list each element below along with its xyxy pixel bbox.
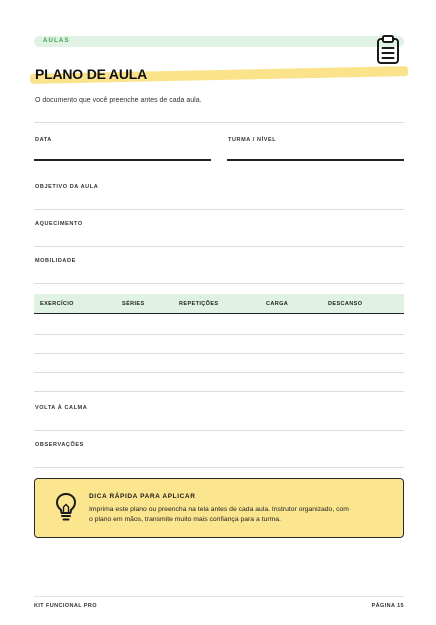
table-row[interactable] [34,353,404,354]
mobility-field[interactable] [34,283,404,284]
warmup-field[interactable] [34,246,404,247]
date-field[interactable] [34,159,211,161]
tip-text-line: o plano em mãos, transmite muito mais confiança para a turma. [89,515,281,523]
column-header-exercise: EXERCÍCIO [40,301,74,307]
class-level-label: TURMA / NÍVEL [228,137,277,143]
objective-label: OBJETIVO DA AULA [35,184,99,190]
notes-field[interactable] [34,467,404,468]
date-label: DATA [35,137,52,143]
tip-text-line: Imprima este plano ou preencha na tela antes de cada aula. Instrutor organizado, com [89,506,349,513]
table-row[interactable] [34,391,404,392]
page-title: PLANO DE AULA [35,66,147,82]
notes-label: OBSERVAÇÕES [35,442,84,448]
mobility-label: MOBILIDADE [35,258,76,264]
cooldown-field[interactable] [34,430,404,431]
tip-title: DICA RÁPIDA PARA APLICAR [89,493,196,500]
section-tag-bar [34,36,404,47]
column-header-load: CARGA [266,301,289,307]
cooldown-label: VOLTA À CALMA [35,405,88,411]
column-header-reps: REPETIÇÕES [179,301,219,307]
quick-tip-box [34,478,404,538]
page-number: PÁGINA 15 [371,603,404,609]
footer-divider [34,596,404,597]
exercise-table-header [34,294,404,314]
table-row[interactable] [34,334,404,335]
divider [34,122,404,123]
clipboard-icon [376,35,400,65]
footer-brand: KIT FUNCIONAL PRO [34,603,97,609]
page-subtitle: O documento que você preenche antes de cada aula. [35,97,202,104]
objective-field[interactable] [34,209,404,210]
tip-text [89,505,389,524]
section-tag: AULAS [43,38,70,44]
warmup-label: AQUECIMENTO [35,221,83,227]
class-level-field[interactable] [227,159,404,161]
table-row[interactable] [34,372,404,373]
column-header-sets: SÉRIES [122,301,145,307]
lightbulb-icon [55,492,77,522]
column-header-rest: DESCANSO [328,301,363,307]
